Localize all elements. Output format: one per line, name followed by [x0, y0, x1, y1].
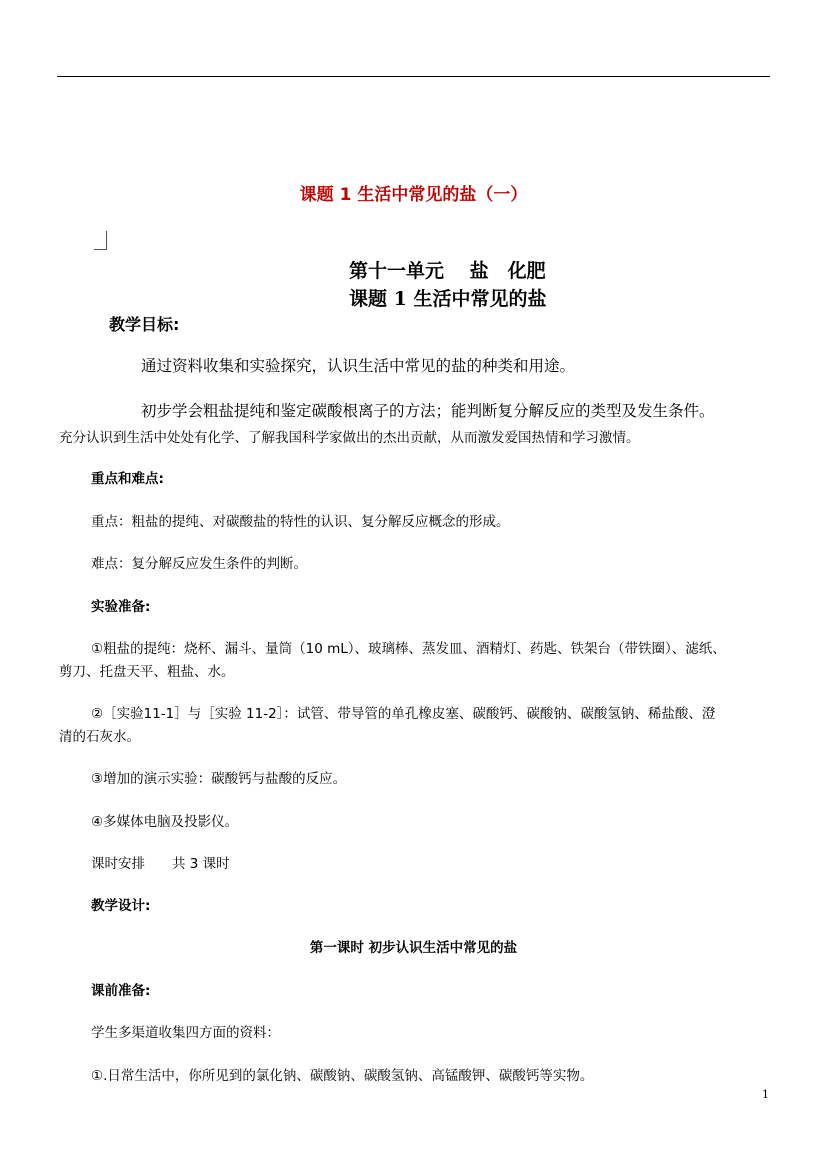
key-heading: 重点和难点: — [91, 471, 164, 487]
goal-2-line2: 充分认识到生活中处处有化学、了解我国科学家做出的杰出贡献，从而激发爱国热情和学习激情。 — [59, 430, 640, 446]
prep-2-line1: ②［实验11-1］与［实验 11-2］：试管、带导管的单孔橡皮塞、碳酸钙、碳酸钠、碳酸氢钠、稀盐酸、澄 — [91, 706, 716, 722]
header-rule — [57, 76, 770, 77]
difficulty: 难点：复分解反应发生条件的判断。 — [91, 556, 307, 572]
schedule: 课时安排 共 3 课时 — [91, 856, 230, 872]
corner-mark — [94, 231, 107, 250]
prep-4: ④多媒体电脑及投影仪。 — [91, 814, 239, 830]
lesson-heading: 课题 1 生活中常见的盐 — [349, 288, 547, 310]
unit-heading: 第十一单元 盐 化肥 — [349, 260, 546, 282]
preclass-intro: 学生多渠道收集四方面的资料： — [91, 1025, 280, 1041]
goal-1: 通过资料收集和实验探究，认识生活中常见的盐的种类和用途。 — [141, 357, 576, 375]
preclass-heading: 课前准备: — [91, 983, 151, 999]
prep-heading: 实验准备: — [91, 599, 151, 615]
page-number: 1 — [762, 1088, 769, 1101]
preclass-item-1: ①.日常生活中，你所见到的氯化钠、碳酸钠、碳酸氢钠、高锰酸钾、碳酸钙等实物。 — [91, 1068, 594, 1084]
goals-heading: 教学目标: — [109, 315, 180, 334]
design-heading: 教学设计: — [91, 898, 151, 914]
goal-2-line1: 初步学会粗盐提纯和鉴定碳酸根离子的方法；能判断复分解反应的类型及发生条件。 — [141, 402, 715, 420]
first-lesson-heading: 第一课时 初步认识生活中常见的盐 — [309, 940, 518, 956]
document-title: 课题 1 生活中常见的盐（一） — [299, 185, 528, 205]
key-point: 重点：粗盐的提纯、对碳酸盐的特性的认识、复分解反应概念的形成。 — [91, 514, 510, 530]
prep-1-line2: 剪刀、托盘天平、粗盐、水。 — [59, 664, 235, 680]
prep-3: ③增加的演示实验：碳酸钙与盐酸的反应。 — [91, 771, 347, 787]
prep-1-line1: ①粗盐的提纯：烧杯、漏斗、量筒（10 mL）、玻璃棒、蒸发皿、酒精灯、药匙、铁架台（带铁圈）、滤纸、 — [91, 641, 726, 657]
prep-2-line2: 清的石灰水。 — [59, 729, 140, 745]
